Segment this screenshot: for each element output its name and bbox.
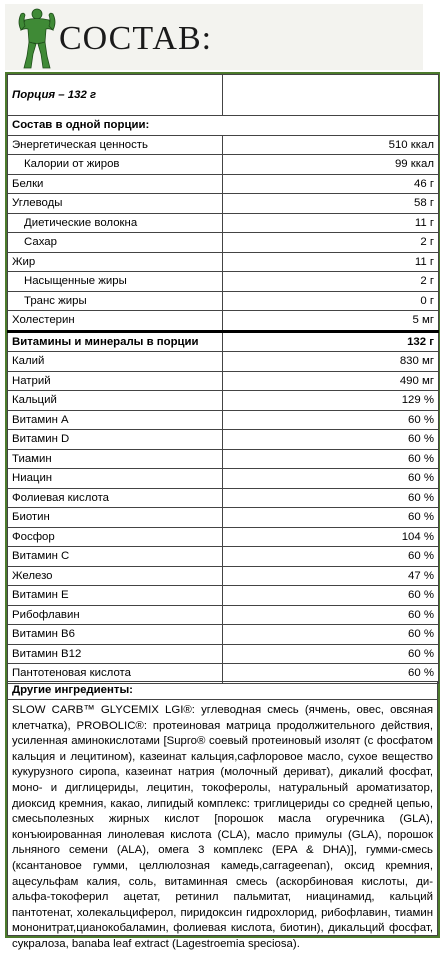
- row-label: Рибофлавин: [8, 605, 223, 625]
- table-row: [8, 174, 439, 194]
- table-row: [8, 291, 439, 311]
- table-row: [8, 469, 439, 489]
- row-label: Насыщенные жиры: [8, 272, 223, 292]
- table-row: [8, 252, 439, 272]
- row-value: 5 мг: [223, 311, 439, 332]
- table-row: [8, 233, 439, 253]
- table-row: [8, 644, 439, 664]
- table-row: [8, 194, 439, 214]
- row-label: Холестерин: [8, 311, 223, 332]
- portion-label: Порция – 132 г: [8, 75, 223, 116]
- row-value: 60 %: [223, 547, 439, 567]
- row-value: 2 г: [223, 233, 439, 253]
- row-value: 60 %: [223, 469, 439, 489]
- row-value: 11 г: [223, 252, 439, 272]
- section-label: Витамины и минералы в порции: [8, 331, 223, 352]
- row-value: 510 ккал: [223, 135, 439, 155]
- table-row: [8, 430, 439, 450]
- row-value: 58 г: [223, 194, 439, 214]
- row-value: 60 %: [223, 664, 439, 684]
- table-row: [8, 586, 439, 606]
- row-value: 46 г: [223, 174, 439, 194]
- row-value: 60 %: [223, 488, 439, 508]
- row-value: 104 %: [223, 527, 439, 547]
- row-value: 47 %: [223, 566, 439, 586]
- row-value: 60 %: [223, 508, 439, 528]
- row-label: Фолиевая кислота: [8, 488, 223, 508]
- header-banner: [5, 4, 423, 70]
- row-label: Пантотеновая кислота: [8, 664, 223, 684]
- section-value: 132 г: [223, 331, 439, 352]
- row-label: Фосфор: [8, 527, 223, 547]
- row-value: 60 %: [223, 430, 439, 450]
- table-row: [8, 527, 439, 547]
- row-value: 0 г: [223, 291, 439, 311]
- table-row: [8, 155, 439, 175]
- table-row: [8, 311, 439, 332]
- row-value: 60 %: [223, 449, 439, 469]
- row-label: Транс жиры: [8, 291, 223, 311]
- row-value: 60 %: [223, 605, 439, 625]
- other-ingredients-text: SLOW CARB™ GLYCEMIX LGI®: углеводная смесь (ячмень, овес, овсяная клетчатка), PROBOLIC®: протеиновая матрица продолжительного действия, усиленная аминокислотами [Supro® соевый протеиновый изолят (с фосфатом кальция и лецитином), казеинат кальция,сафлоровое масло, сухое вещество кукурузного сиропа, казеинат натрия (молочный дериват), дикалий фосфат, моно- и диглицериды, лецитин, токоферолы, натуральный ароматизатор, диоксид кремния, какао, липидый комплекс: триглицериды со средней цепью, смесьполезных жирных кислот [порошок масла огуречника (GLA), конъюированная линолевая кислота (CLA), масло примулы (GLA), порошок льняного семени (ALA), омега 3 комплекс (EPA & DHA)], гумми-смесь (ксантановое гумми, целлюлозная камедь,carrageenan), оксид кремния, ацесульфам калия, соль, витаминная смесь (аскорбиновая кислоты, ди-альфа-токоферил ацетат, ретинил пальмитат, ниацинамид, кальций пантотенат, холекальциферол, пиридоксин гидрохлорид, рибофлавин, тиамин мононитрат,цианокобаламин, фолиевая кислота, биотин), дикальций фосфат, сукралоза, banaba leaf extract (Lagestroemia speciosa).: [7, 699, 438, 936]
- bodybuilder-logo-icon: [15, 6, 59, 70]
- row-value: 99 ккал: [223, 155, 439, 175]
- table-row: [8, 213, 439, 233]
- table-row: [8, 371, 439, 391]
- row-label: Жир: [8, 252, 223, 272]
- table-row: [8, 272, 439, 292]
- row-label: Витамин В6: [8, 625, 223, 645]
- row-label: Витамин С: [8, 547, 223, 567]
- row-label: Углеводы: [8, 194, 223, 214]
- row-label: Витамин А: [8, 410, 223, 430]
- row-label: Тиамин: [8, 449, 223, 469]
- row-label: Калий: [8, 352, 223, 372]
- table-row: [8, 566, 439, 586]
- other-ingredients-heading: Другие ингредиенты:: [7, 681, 438, 699]
- row-label: Железо: [8, 566, 223, 586]
- row-value: 129 %: [223, 391, 439, 411]
- row-label: Ниацин: [8, 469, 223, 489]
- section-header-per-serving: [8, 116, 439, 136]
- portion-row: [8, 75, 439, 116]
- table-row: [8, 410, 439, 430]
- row-label: Кальций: [8, 391, 223, 411]
- row-label: Диетические волокна: [8, 213, 223, 233]
- row-value: 11 г: [223, 213, 439, 233]
- row-label: Биотин: [8, 508, 223, 528]
- row-value: 60 %: [223, 410, 439, 430]
- row-label: Белки: [8, 174, 223, 194]
- row-value: 60 %: [223, 625, 439, 645]
- portion-value: [223, 75, 439, 116]
- row-value: 2 г: [223, 272, 439, 292]
- row-label: Витамин D: [8, 430, 223, 450]
- table-row: [8, 625, 439, 645]
- section-header-vitamins: [8, 331, 439, 352]
- table-row: [8, 352, 439, 372]
- table-row: [8, 488, 439, 508]
- row-label: Витамин Е: [8, 586, 223, 606]
- row-label: Сахар: [8, 233, 223, 253]
- row-value: 60 %: [223, 586, 439, 606]
- row-label: Энергетическая ценность: [8, 135, 223, 155]
- row-label: Витамин В12: [8, 644, 223, 664]
- table-row: [8, 547, 439, 567]
- table-row: [8, 391, 439, 411]
- row-label: Калории от жиров: [8, 155, 223, 175]
- page-title: СОСТАВ:: [59, 20, 213, 57]
- table-row: [8, 135, 439, 155]
- section-label: Состав в одной порции:: [8, 116, 439, 136]
- row-value: 830 мг: [223, 352, 439, 372]
- row-label: Натрий: [8, 371, 223, 391]
- row-value: 60 %: [223, 644, 439, 664]
- table-row: [8, 605, 439, 625]
- table-row: [8, 508, 439, 528]
- table-row: [8, 449, 439, 469]
- row-value: 490 мг: [223, 371, 439, 391]
- nutrition-table: [7, 74, 439, 684]
